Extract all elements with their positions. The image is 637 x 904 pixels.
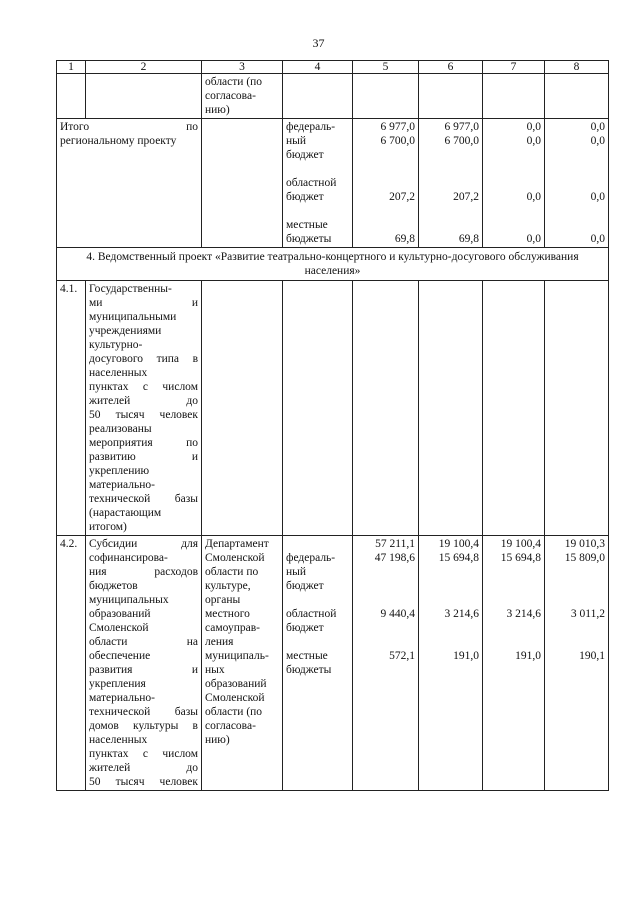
cell-line: [422, 565, 479, 579]
cell-line: материально-: [89, 692, 155, 704]
cell-line: досугового типа в: [89, 353, 198, 365]
cell-line: софинансирова-: [89, 552, 168, 564]
cell-line: муниципаль-: [205, 650, 269, 662]
continuation-row: [57, 74, 609, 119]
cell-line: [486, 635, 541, 649]
value-cell: [483, 119, 545, 248]
cell-line: 0,0: [526, 233, 541, 245]
funding-table: [56, 60, 609, 791]
total-label-line: Итого по: [60, 121, 198, 133]
cell-line: областной: [286, 177, 337, 189]
cell-line: самоуправ-: [205, 622, 260, 634]
cell-line: 15 694,8: [500, 552, 541, 564]
cell-line: [548, 579, 605, 593]
cell-line: [422, 621, 479, 635]
value-cell: [353, 536, 419, 791]
row-number: 4.1.: [57, 281, 86, 536]
cell-line: [356, 621, 415, 635]
cell-line: согласова-: [205, 90, 256, 102]
cell-line: ный: [286, 566, 307, 578]
cell-line: местные: [286, 650, 328, 662]
header-cell: 6: [419, 61, 483, 74]
cell-line: [486, 621, 541, 635]
cell-line: 207,2: [389, 191, 415, 203]
cell-line: [356, 162, 415, 176]
cell-line: 190,1: [579, 650, 605, 662]
cell-line: 47 198,6: [374, 552, 415, 564]
cell-line: жителей до: [89, 395, 198, 407]
cell-line: 0,0: [526, 191, 541, 203]
indicator-text: [86, 281, 202, 536]
cell-line: Смоленской: [205, 552, 265, 564]
cell-line: [548, 218, 605, 232]
cell-line: культуре,: [205, 580, 251, 592]
cell-line: 0,0: [590, 135, 605, 147]
budget-source-cell: [283, 536, 353, 791]
cell-line: образований: [89, 608, 151, 620]
cell-line: [286, 537, 349, 551]
cell-line: 50 тысяч человек: [89, 776, 198, 788]
cell-line: 19 100,4: [500, 538, 541, 550]
cell-line: Смоленской: [205, 692, 265, 704]
cell-line: ный: [286, 135, 307, 147]
cell-line: 0,0: [590, 233, 605, 245]
cell-line: (нарастающим: [89, 507, 162, 519]
cell-line: 50 тысяч человек: [89, 409, 198, 421]
value-cell: [545, 119, 609, 248]
cell-line: [356, 579, 415, 593]
cell-line: 0,0: [590, 121, 605, 133]
cell-line: [356, 635, 415, 649]
cell-line: [548, 621, 605, 635]
cell-line: [356, 565, 415, 579]
cell-line: согласова-: [205, 720, 256, 732]
cell-line: развитию и: [89, 451, 198, 463]
cell-line: [422, 148, 479, 162]
page-number: 37: [312, 36, 325, 50]
cell-line: 0,0: [526, 135, 541, 147]
cell-line: [356, 204, 415, 218]
cell-line: [422, 204, 479, 218]
cell-line: укрепления: [89, 678, 146, 690]
cell-line: бюджет: [286, 622, 324, 634]
cell-line: [422, 593, 479, 607]
header-cell: 1: [57, 61, 86, 74]
cell-line: ления: [205, 636, 234, 648]
value-cell: [419, 536, 483, 791]
cell-line: 3 214,6: [506, 608, 541, 620]
cell-line: Смоленской: [89, 622, 149, 634]
cell-line: [286, 204, 349, 218]
cell-line: населенных: [89, 367, 148, 379]
cell-line: бюджеты: [286, 233, 332, 245]
cell-line: нию): [205, 104, 230, 116]
cell-line: 69,8: [458, 233, 479, 245]
cell-line: [422, 635, 479, 649]
cell-line: домов культуры в: [89, 720, 198, 732]
cell-line: области (по: [205, 76, 263, 88]
cell-line: развития и: [89, 664, 198, 676]
cell-line: 9 440,4: [380, 608, 415, 620]
cell-line: [486, 162, 541, 176]
cell-line: [486, 176, 541, 190]
cell-line: материально-: [89, 479, 155, 491]
cell-line: [486, 204, 541, 218]
cell-line: укреплению: [89, 465, 150, 477]
cell-line: 0,0: [590, 191, 605, 203]
header-cell: 3: [202, 61, 283, 74]
cell-line: ных: [205, 664, 225, 676]
cell-line: местного: [205, 608, 250, 620]
cell-line: бюджетов: [89, 580, 138, 592]
cell-line: обеспечение: [89, 650, 151, 662]
cell-line: [548, 148, 605, 162]
cell-line: области на: [89, 636, 198, 648]
cell-line: [422, 218, 479, 232]
responsible-cell: [202, 536, 283, 791]
cell-line: области (по: [205, 706, 263, 718]
cell-line: [486, 579, 541, 593]
cell-line: 69,8: [394, 233, 415, 245]
cell-line: Государственны-: [89, 283, 172, 295]
header-cell: 7: [483, 61, 545, 74]
cell-line: 191,0: [515, 650, 541, 662]
cell-line: [486, 593, 541, 607]
cell-line: 207,2: [453, 191, 479, 203]
cell-line: муниципальными: [89, 311, 177, 323]
cell-line: [286, 162, 349, 176]
cell-line: технической базы: [89, 706, 198, 718]
cell-line: 6 700,0: [444, 135, 479, 147]
cell-line: бюджет: [286, 580, 324, 592]
cell-line: 19 010,3: [564, 538, 605, 550]
row-number: 4.2.: [57, 536, 86, 791]
cell-line: 3 214,6: [444, 608, 479, 620]
cell-line: [356, 593, 415, 607]
cell-line: [548, 204, 605, 218]
section-title: 4. Ведомственный проект «Развитие театрально-концертного и культурно-досугового обслуживания населения»: [57, 248, 609, 281]
cell-line: органы: [205, 594, 241, 606]
cell-line: пунктах с числом: [89, 748, 198, 760]
cell-line: федераль-: [286, 552, 336, 564]
cell-line: [486, 565, 541, 579]
value-cell: [545, 536, 609, 791]
cell-line: [422, 176, 479, 190]
indicator-text: [86, 536, 202, 791]
cell-line: учреждениями: [89, 325, 162, 337]
value-cell: [419, 119, 483, 248]
cell-line: [486, 148, 541, 162]
cell-line: жителей до: [89, 762, 198, 774]
cell-line: 15 809,0: [564, 552, 605, 564]
cell-line: нию): [205, 734, 230, 746]
cell-line: 6 700,0: [380, 135, 415, 147]
cell-line: 0,0: [526, 121, 541, 133]
cell-line: Субсидии для: [89, 538, 198, 550]
cell-line: [548, 176, 605, 190]
cell-line: [286, 593, 349, 607]
cell-line: [548, 565, 605, 579]
cell-line: [286, 635, 349, 649]
cell-line: образований: [205, 678, 267, 690]
value-cell: [483, 536, 545, 791]
section-row: [57, 248, 609, 281]
cell-line: бюджеты: [286, 664, 332, 676]
cell-line: 15 694,8: [438, 552, 479, 564]
table-row: [57, 536, 609, 791]
cell-line: муниципальных: [89, 594, 169, 606]
cell-line: 57 211,1: [375, 538, 415, 550]
cell-line: мероприятия по: [89, 437, 198, 449]
cell-line: [486, 218, 541, 232]
budget-source-cell: [283, 119, 353, 248]
cell-line: ния расходов: [89, 566, 198, 578]
cell-line: технической базы: [89, 493, 198, 505]
cell-line: бюджет: [286, 191, 324, 203]
cell-line: [422, 162, 479, 176]
cell-line: пунктах с числом: [89, 381, 198, 393]
cell-line: области по: [205, 566, 259, 578]
cell-line: итогом): [89, 521, 127, 533]
total-label: [57, 119, 202, 248]
table-row: [57, 281, 609, 536]
cell-line: [548, 162, 605, 176]
cell-line: 19 100,4: [438, 538, 479, 550]
cell-line: населенных: [89, 734, 148, 746]
cell-line: [356, 148, 415, 162]
cell-line: 191,0: [453, 650, 479, 662]
header-cell: 5: [353, 61, 419, 74]
cell-line: 3 011,2: [570, 608, 605, 620]
cell-line: [548, 635, 605, 649]
header-cell: 2: [86, 61, 202, 74]
cell-line: реализованы: [89, 423, 152, 435]
cell-line: 6 977,0: [444, 121, 479, 133]
total-label-line: региональному проекту: [60, 135, 177, 147]
total-row: [57, 119, 609, 248]
cell-line: [356, 176, 415, 190]
header-cell: 4: [283, 61, 353, 74]
cell-line: [356, 218, 415, 232]
header-cell: 8: [545, 61, 609, 74]
cell-line: ми и: [89, 297, 198, 309]
cell-line: культурно-: [89, 339, 143, 351]
cell-line: областной: [286, 608, 337, 620]
cell-line: [422, 579, 479, 593]
cell-line: 6 977,0: [380, 121, 415, 133]
responsible-cell: [202, 74, 283, 119]
value-cell: [353, 119, 419, 248]
cell-line: Департамент: [205, 538, 269, 550]
cell-line: федераль-: [286, 121, 336, 133]
cell-line: [548, 593, 605, 607]
header-row: [57, 61, 609, 74]
cell-line: бюджет: [286, 149, 324, 161]
cell-line: местные: [286, 219, 328, 231]
cell-line: 572,1: [389, 650, 415, 662]
